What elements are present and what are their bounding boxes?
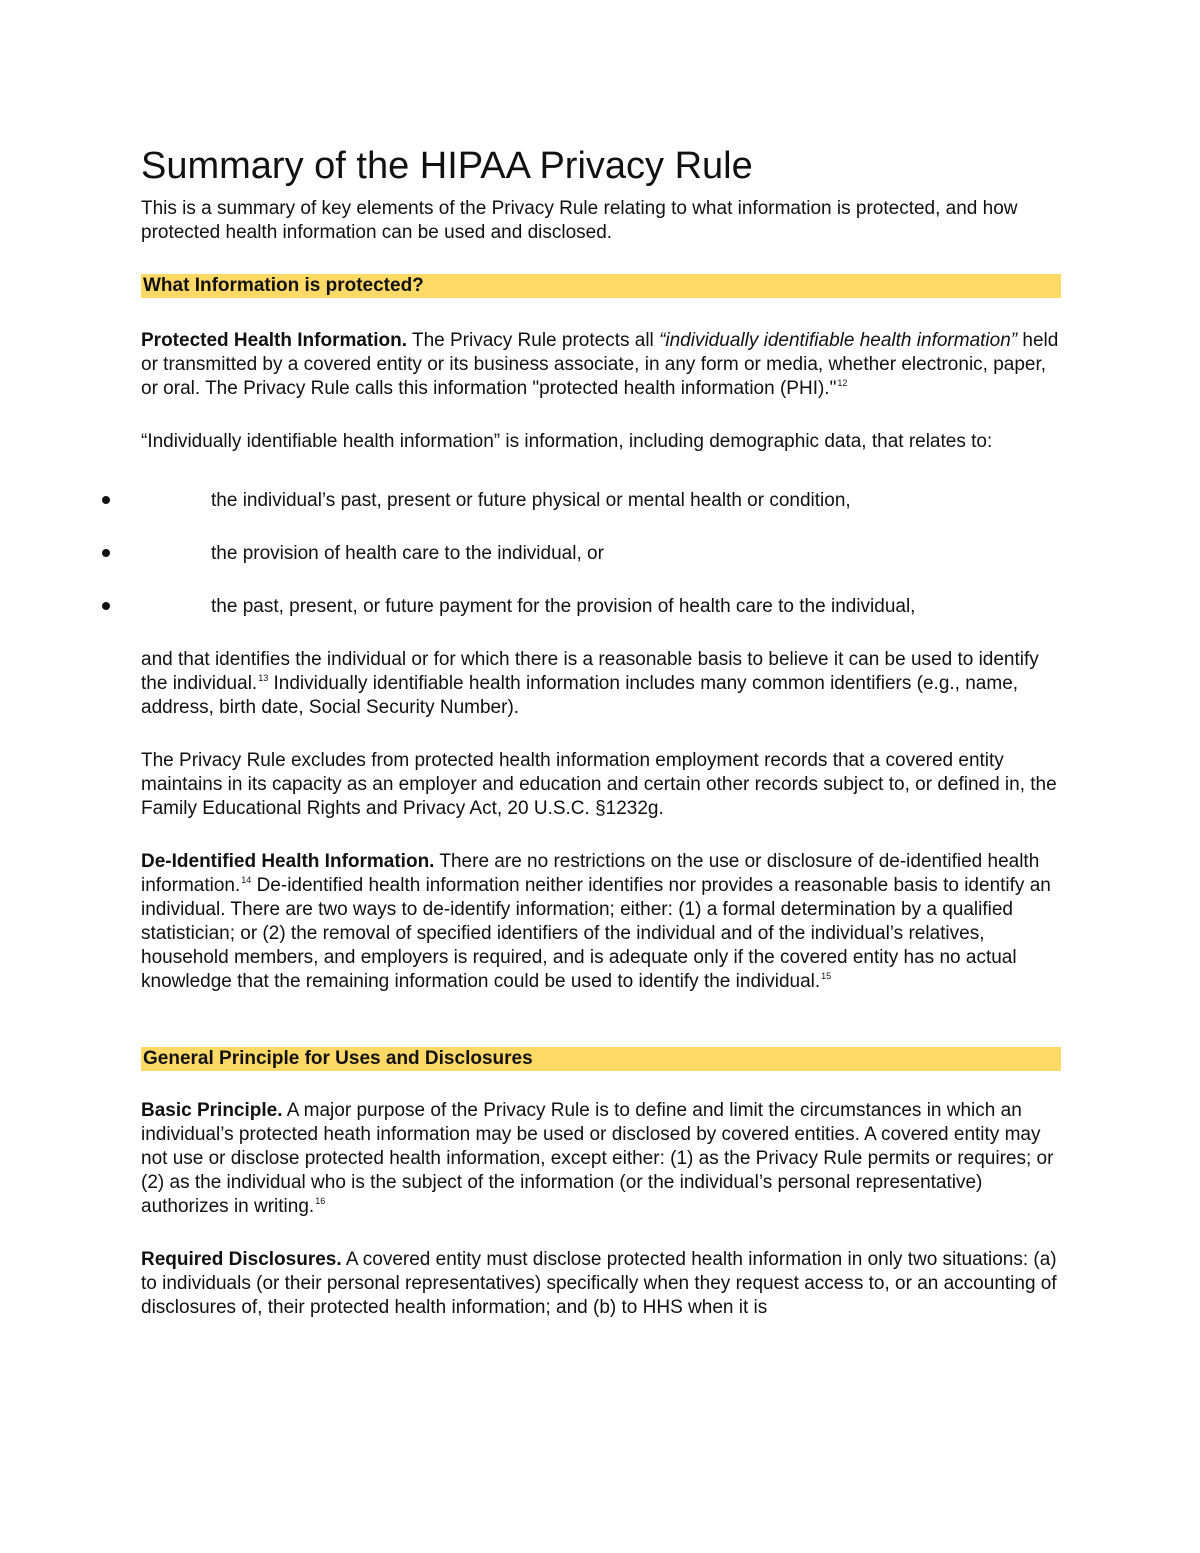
deidentified-text-b: De-identified health information neither identifies nor provides a reasonable basis to identify an individual. There are two ways to de-identify information; either: (1) a formal determination by a qualified statistician; or (2) the removal of specified identifiers of the individual and of the individual’s relatives, household members, and employers is required, and is adequate only if the covered entity has no actual knowledge that the remaining information could be used to identify the individual. bbox=[141, 875, 1051, 992]
footnote-ref-14: 14 bbox=[241, 875, 252, 885]
required-disclosures-label: Required Disclosures. bbox=[141, 1249, 342, 1270]
deidentified-label: De-Identified Health Information. bbox=[141, 851, 435, 872]
list-item bbox=[141, 489, 1061, 513]
exclusion-paragraph: The Privacy Rule excludes from protected health information employment records that a covered entity maintains in its capacity as an employer and education and certain other records subject to, or defined in, the Family Educational Rights and Privacy Act, 20 U.S.C. §1232g. bbox=[141, 750, 1057, 819]
iihi-bullet-list bbox=[141, 489, 1061, 619]
bullet-text: the individual’s past, present or future physical or mental health or condition, bbox=[211, 490, 851, 511]
basic-principle-text: A major purpose of the Privacy Rule is to define and limit the circumstances in which an individual’s protected heath information may be used or disclosed by covered entities. A covered entity may not use or disclose protected health information, except either: (1) as the Privacy Rule permits or requires; or (2) as the individual who is the subject of the information (or the individual’s personal representative) authorizes in writing. bbox=[141, 1100, 1054, 1217]
intro-paragraph: This is a summary of key elements of the Privacy Rule relating to what information is protected, and how protected health information can be used and disclosed. bbox=[141, 198, 1018, 243]
footnote-ref-16: 16 bbox=[315, 1196, 326, 1206]
identification-text-b: Individually identifiable health information includes many common identifiers (e.g., name, address, birth date, Social Security Number). bbox=[141, 673, 1019, 718]
footnote-ref-12: 12 bbox=[837, 378, 848, 388]
identification-paragraph bbox=[141, 648, 1061, 720]
required-disclosures-paragraph bbox=[141, 1248, 1061, 1320]
section-header-what-information: What Information is protected? bbox=[141, 274, 1061, 298]
section-header-general-principle: General Principle for Uses and Disclosures bbox=[141, 1047, 1061, 1071]
footnote-ref-15: 15 bbox=[821, 971, 832, 981]
footnote-ref-13: 13 bbox=[258, 673, 269, 683]
bullet-text: the provision of health care to the individual, or bbox=[211, 543, 604, 564]
basic-principle-paragraph bbox=[141, 1099, 1061, 1219]
required-disclosures-text: A covered entity must disclose protected health information in only two situations: (a) to individuals (or their personal representatives) specifically when they request access to, or an accounting of disclosures of, their protected health information; and (b) to HHS when it is bbox=[141, 1249, 1057, 1318]
basic-principle-label: Basic Principle. bbox=[141, 1100, 283, 1121]
bullet-icon bbox=[102, 496, 110, 504]
phi-paragraph bbox=[141, 329, 1061, 401]
bullet-icon bbox=[102, 549, 110, 557]
deidentified-paragraph bbox=[141, 850, 1061, 994]
iihi-intro-paragraph: “Individually identifiable health information” is information, including demographic data, that relates to: bbox=[141, 431, 993, 452]
phi-text-b: held or transmitted by a covered entity or its business associate, in any form or media, whether electronic, paper, or oral. The Privacy Rule calls this information "protected health information (PHI)." bbox=[141, 330, 1059, 399]
phi-text-a: The Privacy Rule protects all bbox=[407, 330, 660, 351]
phi-label: Protected Health Information. bbox=[141, 330, 408, 351]
document-body bbox=[141, 143, 1061, 1320]
deidentified-text-a: There are no restrictions on the use or disclosure of de-identified health information. bbox=[141, 851, 1040, 896]
phi-italic-term: “individually identifiable health information” bbox=[659, 330, 1018, 351]
identification-text-a: and that identifies the individual or for which there is a reasonable basis to believe it can be used to identify the individual. bbox=[141, 649, 1039, 694]
list-item bbox=[141, 542, 1061, 566]
bullet-text: the past, present, or future payment for the provision of health care to the individual, bbox=[211, 596, 916, 617]
document-title: Summary of the HIPAA Privacy Rule bbox=[141, 145, 753, 187]
bullet-icon bbox=[102, 602, 110, 610]
list-item bbox=[141, 595, 1061, 619]
